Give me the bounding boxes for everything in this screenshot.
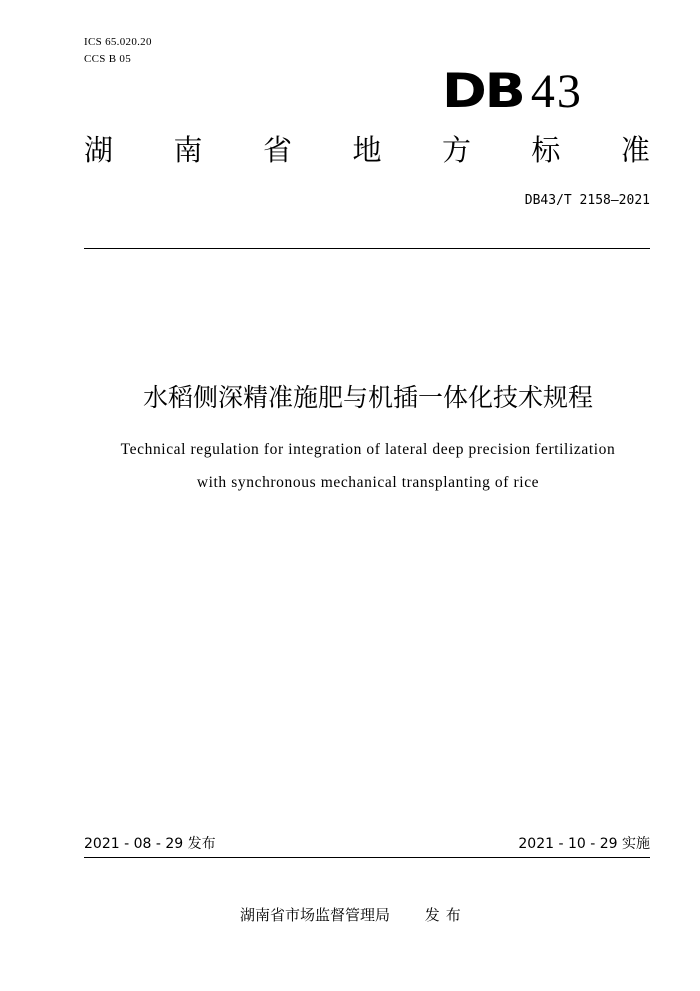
document-title-cn: 水稻侧深精准施肥与机插一体化技术规程 (142, 383, 593, 412)
footer-divider (84, 857, 650, 858)
standard-number: DB43/T 2158—2021 (524, 193, 650, 208)
header-divider (84, 248, 650, 249)
db-logo (442, 64, 583, 119)
document-title-en-line1: Technical regulation for integration of lateral deep precision fertilization (120, 441, 616, 458)
standard-type-heading (84, 132, 650, 168)
db-logo-number: 43 (530, 65, 583, 118)
db-logo-letters: DB (442, 64, 524, 119)
classification-codes (84, 34, 152, 68)
ccs-code: CCS B 05 (84, 53, 132, 65)
implement-date: 2021 - 10 - 29 实施 (518, 836, 650, 852)
issuer-action: 发布 (424, 906, 467, 924)
standard-type-char: 湖 (84, 133, 114, 167)
ics-code: ICS 65.020.20 (84, 36, 152, 48)
issuer (240, 904, 467, 926)
standard-type-char: 地 (352, 133, 382, 167)
standard-type-char: 南 (173, 133, 203, 167)
issuer-name: 湖南省市场监督管理局 (240, 906, 391, 924)
standard-type-char: 准 (620, 133, 650, 167)
standard-type-char: 方 (441, 133, 471, 167)
document-title-en-line2: with synchronous mechanical transplanting of rice (196, 474, 540, 491)
publish-date: 2021 - 08 - 29 发布 (84, 836, 216, 852)
standard-type-char: 省 (262, 133, 292, 167)
standard-type-char: 标 (531, 133, 561, 167)
